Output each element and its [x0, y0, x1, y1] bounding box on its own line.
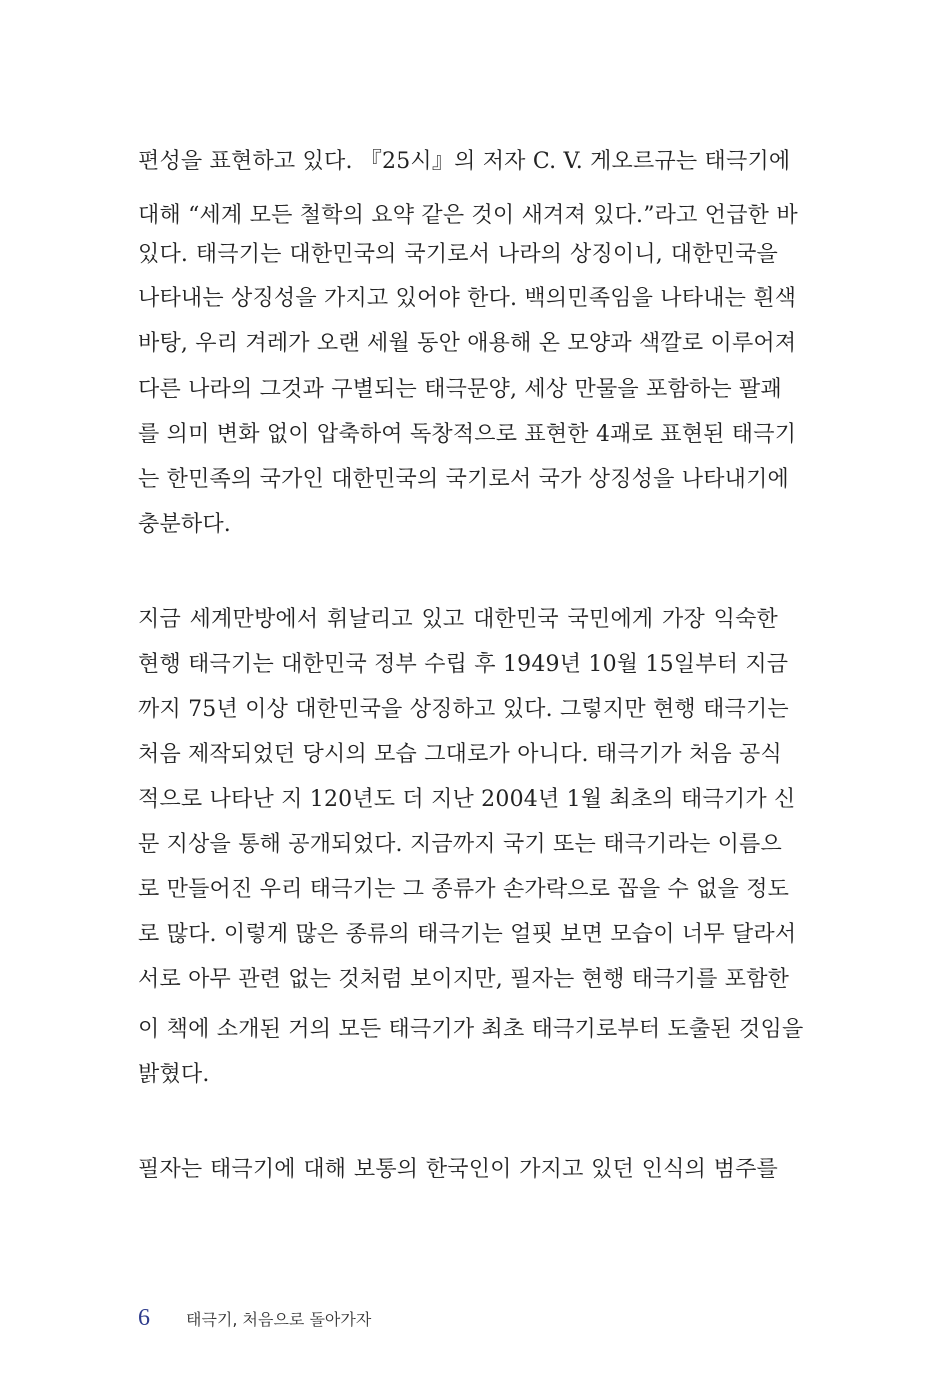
text-line: 까지 75년 이상 대한민국을 상징하고 있다. 그렇지만 현행 태극기는: [138, 697, 789, 722]
text-line: 대해 “세계 모든 철학의 요약 같은 것이 새겨져 있다.”라고 언급한 바: [138, 203, 798, 228]
running-title: 태극기, 처음으로 돌아가자: [186, 1310, 372, 1329]
text-line: 충분하다.: [138, 512, 232, 537]
text-line: 이 책에 소개된 거의 모든 태극기가 최초 태극기로부터 도출된 것임을: [138, 1017, 804, 1042]
text-line: 바탕, 우리 겨레가 오랜 세월 동안 애용해 온 모양과 색깔로 이루어져: [138, 331, 797, 356]
text-line: 나타내는 상징성을 가지고 있어야 한다. 백의민족임을 나타내는 흰색: [138, 286, 797, 311]
text-line: 문 지상을 통해 공개되었다. 지금까지 국기 또는 태극기라는 이름으: [138, 832, 782, 857]
text-line: 적으로 나타난 지 120년도 더 지난 2004년 1월 최초의 태극기가 신: [138, 787, 796, 812]
page-number: 6: [138, 1305, 150, 1331]
page-footer: [138, 1305, 371, 1335]
text-line: 있다. 태극기는 대한민국의 국기로서 나라의 상징이니, 대한민국을: [138, 242, 778, 267]
text-line: 서로 아무 관련 없는 것처럼 보이지만, 필자는 현행 태극기를 포함한: [138, 967, 790, 992]
text-line: 는 한민족의 국가인 대한민국의 국기로서 국가 상징성을 나타내기에: [138, 467, 790, 492]
text-line: 편성을 표현하고 있다. 『25시』의 저자 C. V. 게오르규는 태극기에: [138, 149, 791, 174]
text-line: 필자는 태극기에 대해 보통의 한국인이 가지고 있던 인식의 범주를: [138, 1157, 778, 1182]
text-line: 현행 태극기는 대한민국 정부 수립 후 1949년 10월 15일부터 지금: [138, 652, 789, 677]
text-line: 를 의미 변화 없이 압축하여 독창적으로 표현한 4괘로 표현된 태극기: [138, 422, 797, 447]
text-line: 밝혔다.: [138, 1062, 210, 1087]
text-line: 다른 나라의 그것과 구별되는 태극문양, 세상 만물을 포함하는 팔괘: [138, 377, 782, 402]
text-line: 처음 제작되었던 당시의 모습 그대로가 아니다. 태극기가 처음 공식: [138, 742, 782, 767]
text-line: 지금 세계만방에서 휘날리고 있고 대한민국 국민에게 가장 익숙한: [138, 607, 778, 632]
text-line: 로 만들어진 우리 태극기는 그 종류가 손가락으로 꼽을 수 없을 정도: [138, 877, 790, 902]
text-line: 로 많다. 이렇게 많은 종류의 태극기는 얼핏 보면 모습이 너무 달라서: [138, 922, 797, 947]
